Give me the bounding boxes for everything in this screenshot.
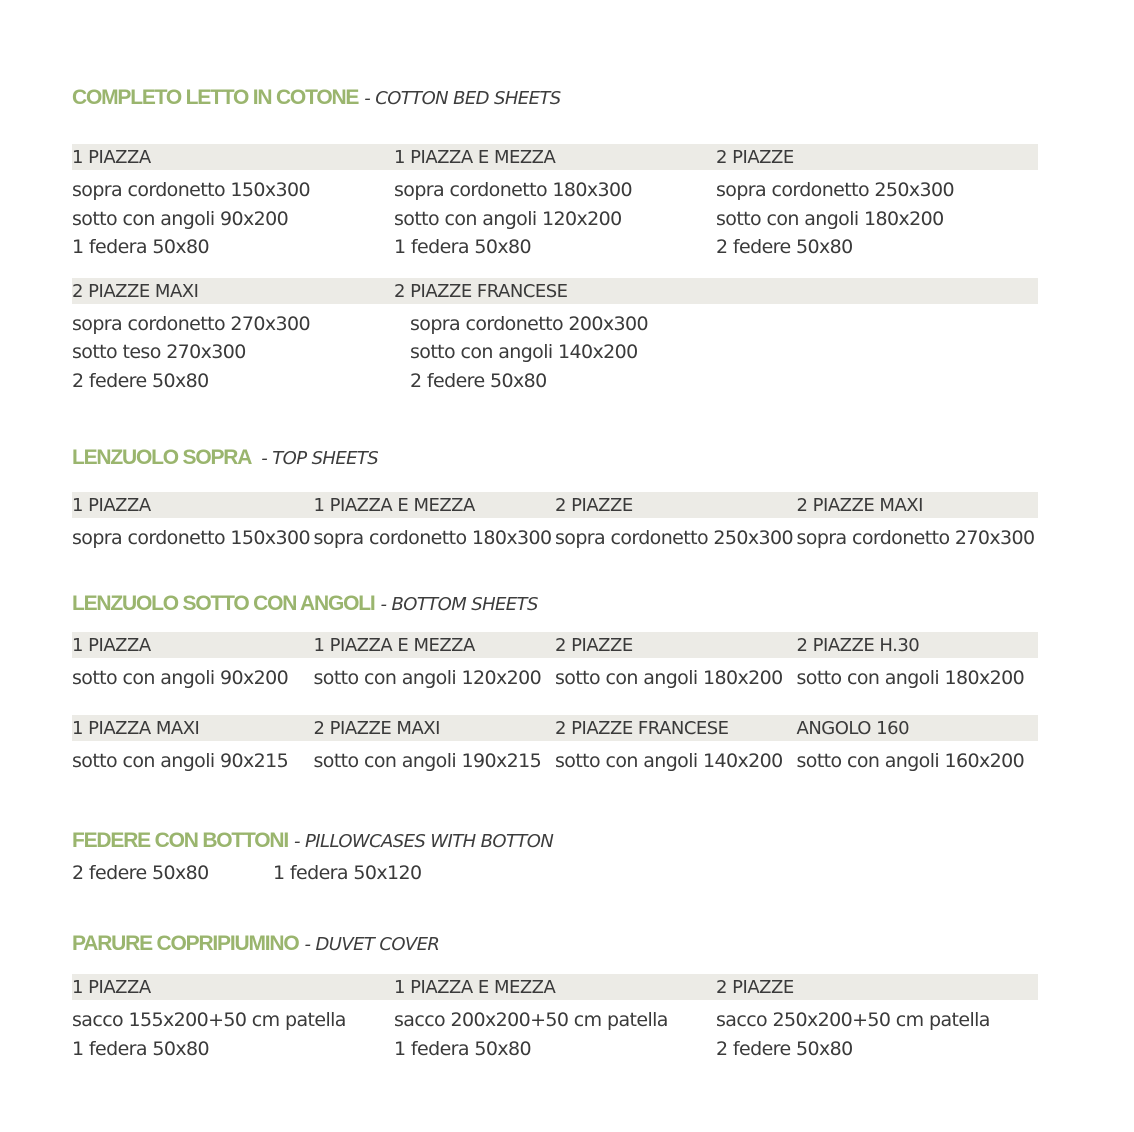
spec-value: sotto con angoli 140x200 — [555, 749, 783, 772]
section-bottom-sheets — [72, 592, 1038, 775]
spec-row — [72, 1006, 1038, 1063]
section-pillowcases — [72, 829, 1038, 887]
spec-column — [72, 1006, 394, 1063]
section-duvet-cover — [72, 932, 1038, 1063]
spec-line: sotto con angoli 90x200 — [72, 207, 289, 230]
spec-row — [72, 524, 1038, 553]
spec-value: sotto con angoli 90x200 — [72, 667, 289, 689]
spec-value: sotto con angoli 160x200 — [796, 749, 1025, 772]
section-top-sheets — [72, 446, 1038, 553]
spec-line: 1 federa 50x80 — [72, 1037, 209, 1060]
size-header — [716, 278, 1038, 304]
spec-row — [72, 664, 1038, 693]
spec-line: 2 federe 50x80 — [72, 369, 209, 392]
spec-row — [72, 176, 1038, 262]
spec-line: sopra cordonetto 200x300 — [410, 312, 648, 335]
section-title-main: COMPLETO LETTO IN COTONE — [72, 86, 359, 109]
size-header-band — [72, 974, 1038, 1000]
spec-column — [410, 310, 748, 396]
size-header: 1 PIAZZA — [72, 147, 151, 168]
spec-column — [716, 1006, 1038, 1063]
pillow-items — [72, 859, 1038, 887]
spec-value: sopra cordonetto 270x300 — [796, 527, 1035, 549]
size-header: 2 PIAZZE FRANCESE — [555, 717, 729, 739]
spec-line: sotto con angoli 180x200 — [716, 207, 944, 230]
section-title-sub: - COTTON BED SHEETS — [364, 88, 561, 109]
size-header-band — [72, 715, 1038, 741]
spec-value: sotto con angoli 180x200 — [555, 667, 783, 689]
spec-line: sopra cordonetto 250x300 — [716, 179, 954, 201]
size-header: 1 PIAZZA MAXI — [72, 717, 200, 739]
section-title-sub: - BOTTOM SHEETS — [380, 594, 538, 615]
spec-value: sopra cordonetto 250x300 — [555, 527, 793, 549]
spec-line: 2 federe 50x80 — [410, 369, 547, 392]
section-cotton-bed-sheets — [72, 86, 1038, 395]
size-header-band — [72, 144, 1038, 170]
size-header: 1 PIAZZA — [72, 977, 151, 998]
size-header-band — [72, 278, 1038, 304]
size-header: 1 PIAZZA E MEZZA — [394, 977, 556, 998]
size-header: ANGOLO 160 — [796, 717, 910, 739]
spec-line: sacco 250x200+50 cm patella — [716, 1009, 990, 1031]
spec-column — [72, 310, 410, 396]
size-header-band — [72, 632, 1038, 658]
size-header: 1 PIAZZA E MEZZA — [313, 495, 475, 516]
section-title-sub: - PILLOWCASES WITH BOTTON — [294, 831, 554, 852]
spec-line: sopra cordonetto 270x300 — [72, 312, 310, 335]
section-title — [72, 446, 1038, 476]
size-header: 2 PIAZZE — [716, 147, 794, 168]
size-header: 1 PIAZZA — [72, 495, 151, 516]
spec-column — [716, 176, 1038, 262]
spec-value: sopra cordonetto 150x300 — [72, 527, 310, 549]
section-title — [72, 932, 1038, 962]
size-header-band — [72, 492, 1038, 518]
spec-line: sopra cordonetto 180x300 — [394, 179, 632, 201]
size-header: 2 PIAZZE — [716, 977, 794, 998]
spec-line: sacco 200x200+50 cm patella — [394, 1009, 668, 1031]
spec-column — [394, 1006, 716, 1063]
section-title — [72, 86, 1038, 116]
section-title-main: FEDERE CON BOTTONI — [72, 829, 289, 852]
spec-line: 1 federa 50x80 — [72, 236, 209, 258]
spec-line: sotto con angoli 140x200 — [410, 341, 638, 363]
size-header: 2 PIAZZE MAXI — [796, 495, 923, 516]
spec-line: 1 federa 50x80 — [394, 1037, 531, 1060]
spec-value: sotto con angoli 120x200 — [313, 667, 542, 689]
spec-value: sopra cordonetto 180x300 — [313, 527, 552, 549]
section-title — [72, 592, 1038, 622]
pillow-item: 2 federe 50x80 — [72, 862, 209, 884]
spec-value: sotto con angoli 180x200 — [796, 667, 1025, 689]
spec-line: 2 federe 50x80 — [716, 1037, 853, 1060]
section-title-main: PARURE COPRIPIUMINO — [72, 932, 299, 955]
size-header: 2 PIAZZE MAXI — [72, 280, 199, 302]
size-header: 1 PIAZZA — [72, 635, 151, 656]
spec-line: 1 federa 50x80 — [394, 236, 531, 258]
spec-value: sotto con angoli 90x215 — [72, 749, 289, 772]
spec-line: sotto teso 270x300 — [72, 341, 246, 363]
spec-line: sotto con angoli 120x200 — [394, 207, 622, 230]
size-header: 1 PIAZZA E MEZZA — [394, 147, 556, 168]
spec-line: sopra cordonetto 150x300 — [72, 179, 310, 201]
size-header: 2 PIAZZE — [555, 635, 633, 656]
size-header: 2 PIAZZE MAXI — [313, 717, 440, 739]
spec-line: 2 federe 50x80 — [716, 236, 853, 258]
spec-column — [394, 176, 716, 262]
size-header: 1 PIAZZA E MEZZA — [313, 635, 475, 656]
size-header: 2 PIAZZE — [555, 495, 633, 516]
size-header: 2 PIAZZE H.30 — [796, 635, 920, 656]
spec-column — [72, 176, 394, 262]
size-header: 2 PIAZZE FRANCESE — [394, 280, 568, 302]
section-title-sub: - TOP SHEETS — [261, 448, 379, 469]
section-title-sub: - DUVET COVER — [304, 934, 440, 955]
section-title-main: LENZUOLO SOTTO CON ANGOLI — [72, 592, 375, 615]
section-title-main: LENZUOLO SOPRA — [72, 446, 252, 469]
pillow-item: 1 federa 50x120 — [273, 862, 422, 884]
spec-row — [72, 747, 1038, 776]
spec-line: sacco 155x200+50 cm patella — [72, 1009, 346, 1031]
spec-value: sotto con angoli 190x215 — [313, 749, 542, 772]
section-title — [72, 829, 1038, 859]
spec-row — [72, 310, 1038, 396]
